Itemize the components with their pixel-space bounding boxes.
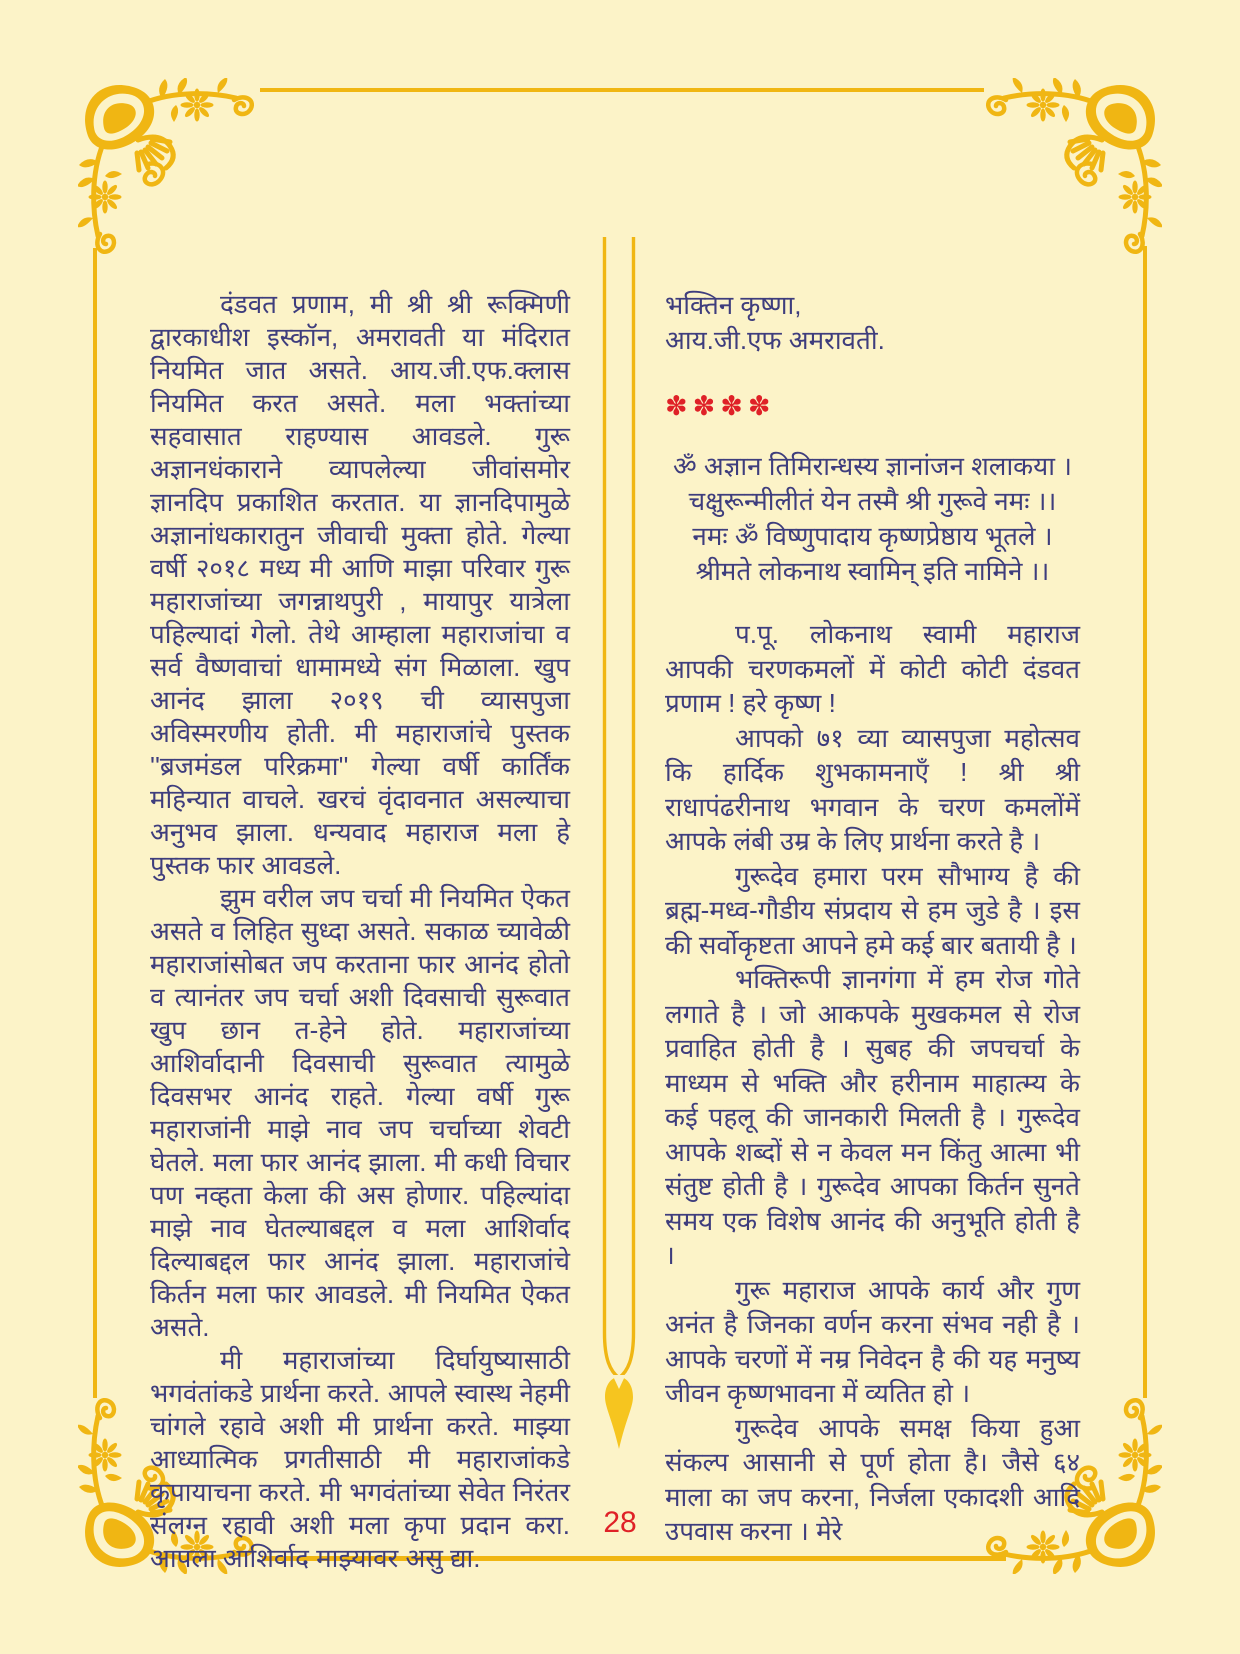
border-line-left [93,248,97,1398]
border-line-right [1143,246,1147,1398]
sanskrit-shloka [665,449,1080,589]
shloka-line: ॐ अज्ञान तिमिरान्धस्य ज्ञानांजन शलाकया । [672,451,1073,481]
paragraph: झुम वरील जप चर्चा मी नियमित ऐकत असते व लिहित सुध्दा असते. सकाळ च्यावेळी महाराजांसोबत जप करताना फार आनंद होतो व त्यानंतर जप चर्चा अशी दिवसाची सुरूवात खुप छान त-हेने होते. महाराजांच्या आशिर्वादानी दिवसाची सुरूवात त्यामुळे दिवसभर आनंद राहते. गेल्या वर्षी गुरू महाराजांनी माझे नाव जप चर्चाच्या शेवटी घेतले. मला फार आनंद झाला. मी कधी विचार पण नव्हता केला की अस होणार. पहिल्यांदा माझे नाव घेतल्याबद्दल व मला आशिर्वाद दिल्याबद्दल फार आनंद झाला. महाराजांचे किर्तन मला फार आवडले. मी नियमित ऐकत असते. [150,883,570,1342]
paragraph: प.पू. लोकनाथ स्वामी महाराज आपकी चरणकमलों में कोटी कोटी दंडवत प्रणाम ! हरे कृष्ण ! [665,619,1080,718]
shloka-line: नमः ॐ विष्णुपादाय कृष्णप्रेष्ठाय भूतले । [692,521,1053,551]
signature-block [665,288,1080,358]
right-paragraphs [665,617,1080,1549]
paragraph: भक्तिरूपी ज्ञानगंगा में हम रोज गोते लगाते है । जो आकपके मुखकमल से रोज प्रवाहित होती है । सुबह की जपचर्चा के माध्यम से भक्ति और हरीनाम माहात्म्य के कई पहलू की जानकारी मिलती है । गुरूदेव आपके शब्दों से न केवल मन किंतु आत्मा भी संतुष्ट होती है । गुरूदेव आपका किर्तन सुनते समय एक विशेष आनंद की अनुभूति होती है । [665,964,1080,1270]
shloka-line: चक्षुरून्मीलीतं येन तस्मै श्री गुरूवे नमः ।। [688,486,1057,516]
paragraph: गुरूदेव हमारा परम सौभाग्य है की ब्रह्म-मध्व-गौडीय संप्रदाय से हम जुडे है । इस की सर्वोकृष्टता आपने हमे कई बार बतायी है । [665,860,1080,960]
corner-ornament-top-right [980,78,1162,256]
paragraph: गुरूदेव आपके समक्ष किया हुआ संकल्प आसानी से पूर्ण होता है। जैसे ६४ माला का जप करना, निर्जला एकादशी आदि उपवास करना । मेरे [665,1412,1080,1546]
border-line-top [260,88,984,92]
left-column-text [150,288,570,1575]
paragraph: आपको ७१ व्या व्यासपुजा महोत्सव कि हार्दिक शुभकामनाएँ ! श्री श्री राधापंढरीनाथ भगवान के चरण कमलोंमें आपके लंबी उम्र के लिए प्रार्थना करते है । [665,722,1080,856]
right-column-text [665,288,1080,1549]
signature-line: भक्तिन कृष्णा, [665,290,802,320]
signature-line: आय.जी.एफ अमरावती. [665,325,885,355]
paragraph: गुरू महाराज आपके कार्य और गुण अनंत है जिनका वर्णन करना संभव नही है । आपके चरणों में नम्र निवेदन है की यह मनुष्य जीवन कृष्णभावना में व्यतित हो । [665,1274,1080,1408]
left-paragraphs [150,288,570,1575]
shloka-line: श्रीमते लोकनाथ स्वामिन् इति नामिने ।। [695,556,1050,586]
section-separator-asterisks: ✽✽✽✽ [665,391,776,421]
column-divider-ornament [601,237,637,1450]
page-number: 28 [603,1506,637,1539]
paragraph: दंडवत प्रणाम, मी श्री श्री रूक्मिणी द्वारकाधीश इस्कॉन, अमरावती या मंदिरात नियमित जात असते. आय.जी.एफ.क्लास नियमित करत असते. मला भक्तांच्या सहवासात राहण्यास आवडले. गुरू अज्ञानधंकाराने व्यापलेल्या जीवांसमोर ज्ञानदिप प्रकाशित करतात. या ज्ञानदिपामुळे अज्ञानांधकारातुन जीवाची मुक्ता होते. गेल्या वर्षी २०१८ मध्य मी आणि माझा परिवार गुरू महाराजांच्या जगन्नाथपुरी , मायापुर यात्रेला पहिल्यादां गेलो. तेथे आम्हाला महाराजांचा व सर्व वैष्णवाचां धामामध्ये संग मिळाला. खुप आनंद झाला २०१९ ची व्यासपुजा अविस्मरणीय होती. मी महाराजांचे पुस्तक ''ब्रजमंडल परिक्रमा'' गेल्या वर्षी कार्तिंक महिन्यात वाचले. खरचं वृंदावनात असल्याचा अनुभव झाला. धन्यवाद महाराज मला हे पुस्तक फार आवडले. [150,289,570,880]
corner-ornament-top-left [78,78,260,256]
paragraph: मी महाराजांच्या दिर्घायुष्यासाठी भगवंतांकडे प्रार्थना करते. आपले स्वास्थ नेहमी चांगले रहावे अशी मी प्रार्थना करते. माझ्या आध्यात्मिक प्रगतीसाठी मी महाराजांकडे कृपायाचना करते. मी भगवंतांच्या सेवेत निरंतर संलग्न रहावी अशी मला कृपा प्रदान करा. आपला आशिर्वाद माझ्यावर असु द्या. [150,1345,570,1573]
